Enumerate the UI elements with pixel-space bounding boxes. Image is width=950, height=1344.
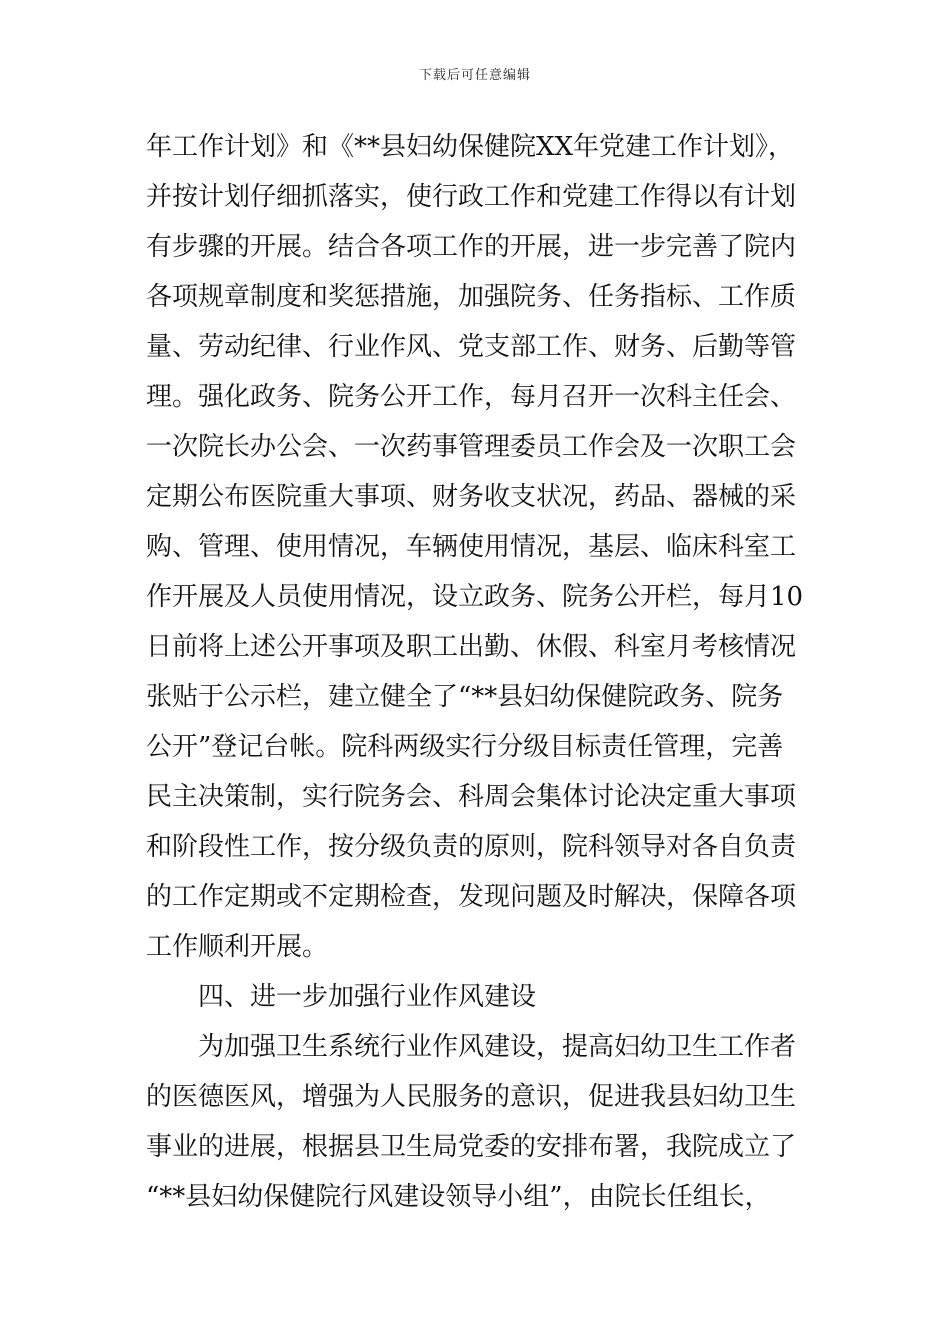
text-line: 有步骤的开展。结合各项工作的开展，进一步完善了院内 (146, 232, 797, 262)
document-body (146, 122, 826, 1222)
text-line: 的工作定期或不定期检查，发现问题及时解决，保障各项 (146, 882, 797, 912)
text-line: 购、管理、使用情况，车辆使用情况，基层、临床科室工 (146, 532, 797, 562)
text-line: 一次院长办公会、一次药事管理委员工作会及一次职工会 (146, 432, 797, 462)
text-line: 定期公布医院重大事项、财务收支状况，药品、器械的采 (146, 482, 797, 512)
text-line: 为加强卫生系统行业作风建设，提高妇幼卫生工作者 (198, 1032, 797, 1062)
text-line: 张贴于公示栏，建立健全了“**县妇幼保健院政务、院务 (146, 682, 784, 712)
text-line: 公开”登记台帐。院科两级实行分级目标责任管理，完善 (146, 732, 784, 762)
text-line: 的医德医风，增强为人民服务的意识，促进我县妇幼卫生 (146, 1082, 797, 1112)
text-line: 民主决策制，实行院务会、科周会集体讨论决定重大事项 (146, 782, 797, 812)
text-line: 并按计划仔细抓落实，使行政工作和党建工作得以有计划 (146, 182, 797, 212)
text-line: 工作顺利开展。 (146, 932, 329, 962)
text-line: 各项规章制度和奖惩措施，加强院务、任务指标、工作质 (146, 282, 797, 312)
text-line: 事业的进展，根据县卫生局党委的安排布署，我院成立了 (146, 1132, 797, 1162)
text-line: 理。强化政务、院务公开工作，每月召开一次科主任会、 (146, 382, 797, 412)
section-heading: 四、进一步加强行业作风建设 (198, 982, 537, 1012)
page-header: 下载后可任意编辑 (418, 68, 531, 83)
text-line: 和阶段性工作，按分级负责的原则，院科领导对各自负责 (146, 832, 797, 862)
text-line: 年工作计划》和《**县妇幼保健院XX年党建工作计划》， (146, 132, 795, 162)
text-line: 日前将上述公开事项及职工出勤、休假、科室月考核情况 (146, 632, 797, 662)
text-line: 量、劳动纪律、行业作风、党支部工作、财务、后勤等管 (146, 332, 797, 362)
text-line: 作开展及人员使用情况，设立政务、院务公开栏，每月10 (146, 582, 804, 612)
text-line: “**县妇幼保健院行风建设领导小组”，由院长任组长， (146, 1182, 771, 1212)
